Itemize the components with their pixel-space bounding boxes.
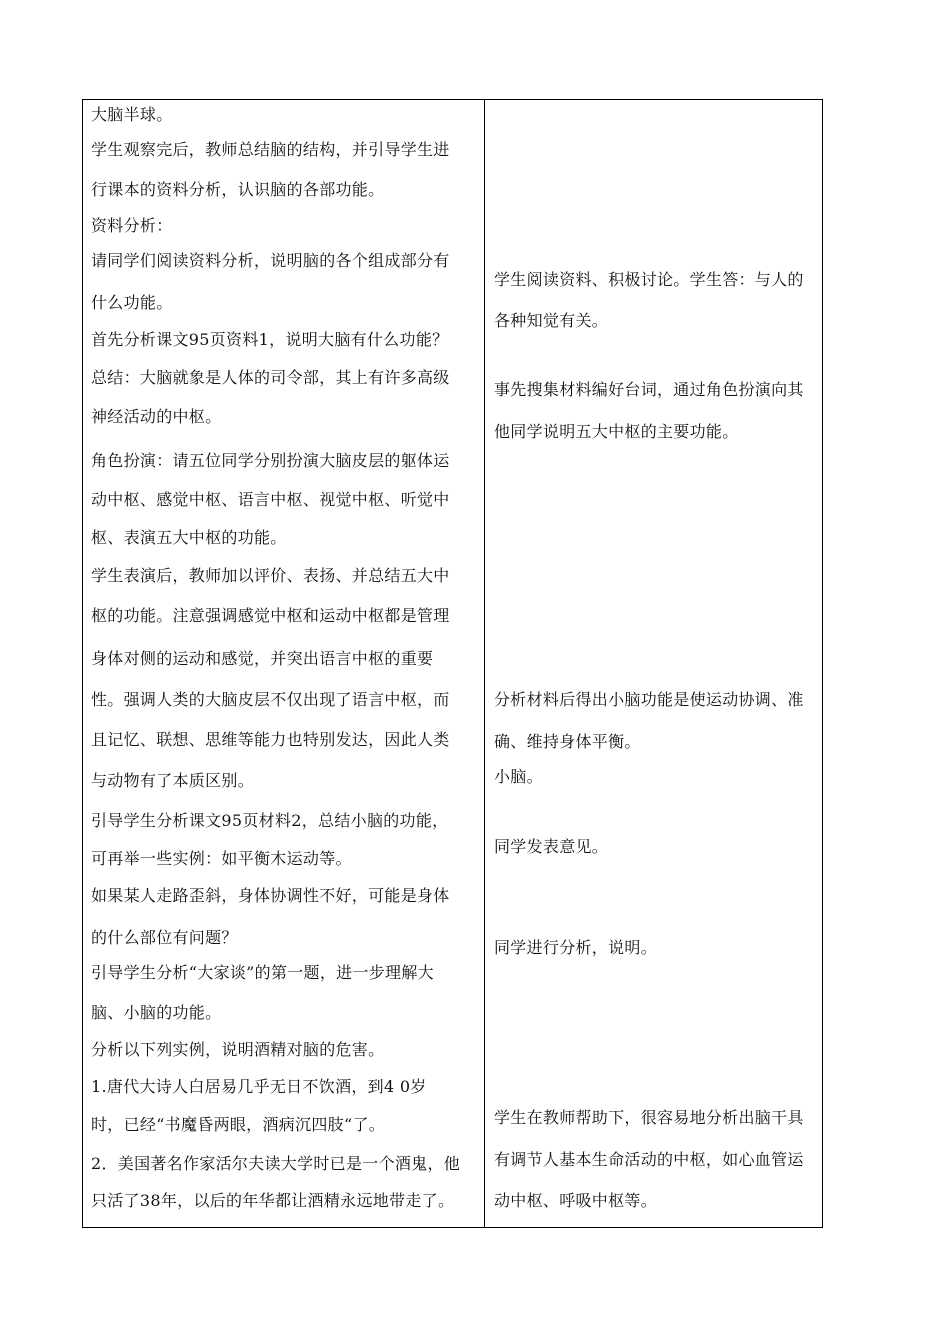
right-line: 事先搜集材料编好台词，通过角色扮演向其 [494,380,804,399]
left-line: 只活了38年，以后的年华都让酒精永远地带走了。 [91,1191,455,1210]
left-line: 学生观察完后，教师总结脑的结构，并引导学生进 [91,140,450,159]
left-line: 与动物有了本质区别。 [91,771,255,790]
right-line: 动中枢、呼吸中枢等。 [494,1191,658,1210]
right-line: 各种知觉有关。 [494,311,609,330]
right-line: 学生在教师帮助下，很容易地分析出脑干具 [494,1108,804,1127]
left-line: 枢、表演五大中枢的功能。 [91,528,287,547]
left-line: 引导学生分析课文95页材料2，总结小脑的功能， [91,811,449,830]
left-line: 引导学生分析“大家谈”的第一题，进一步理解大 [91,963,434,982]
left-line: 可再举一些实例：如平衡木运动等。 [91,849,352,868]
left-line: 动中枢、感觉中枢、语言中枢、视觉中枢、听觉中 [91,490,450,509]
left-line: 身体对侧的运动和感觉，并突出语言中枢的重要 [91,649,434,668]
left-line: 脑、小脑的功能。 [91,1003,222,1022]
left-line: 角色扮演：请五位同学分别扮演大脑皮层的躯体运 [91,451,450,470]
left-line: 的什么部位有问题？ [91,928,238,947]
right-line: 学生阅读资料、积极讨论。学生答：与人的 [494,270,804,289]
left-line: 如果某人走路歪斜，身体协调性不好，可能是身体 [91,886,450,905]
left-line: 总结：大脑就象是人体的司令部，其上有许多高级 [91,368,450,387]
left-line: 大脑半球。 [91,105,173,124]
right-line: 同学进行分析，说明。 [494,938,658,957]
left-line: 资料分析： [91,216,173,235]
left-line: 时，已经“书魔昏两眼，酒病沉四肢“了。 [91,1115,386,1134]
left-line: 且记忆、联想、思维等能力也特别发达，因此人类 [91,730,450,749]
left-line: 行课本的资料分析，认识脑的各部功能。 [91,180,385,199]
left-line: 2．美国著名作家活尔夫读大学时已是一个酒鬼，他 [91,1154,461,1173]
student-activity-column [485,100,822,1227]
left-line: 枢的功能。注意强调感觉中枢和运动中枢都是管理 [91,606,450,625]
right-line: 小脑。 [494,767,543,786]
left-line: 1.唐代大诗人白居易几乎无日不饮酒，到4 0岁 [91,1077,427,1096]
right-line: 同学发表意见。 [494,837,609,856]
left-line: 什么功能。 [91,293,173,312]
left-line: 分析以下列实例，说明酒精对脑的危害。 [91,1040,385,1059]
left-line: 性。强调人类的大脑皮层不仅出现了语言中枢，而 [91,690,450,709]
right-line: 分析材料后得出小脑功能是使运动协调、准 [494,690,804,709]
left-line: 请同学们阅读资料分析，说明脑的各个组成部分有 [91,251,450,270]
lesson-table [82,99,823,1228]
right-line: 有调节人基本生命活动的中枢，如心血管运 [494,1150,804,1169]
left-line: 首先分析课文95页资料1，说明大脑有什么功能？ [91,330,449,349]
right-line: 确、维持身体平衡。 [494,732,641,751]
right-line: 他同学说明五大中枢的主要功能。 [494,422,739,441]
left-line: 学生表演后，教师加以评价、表扬、并总结五大中 [91,566,450,585]
left-line: 神经活动的中枢。 [91,407,222,426]
